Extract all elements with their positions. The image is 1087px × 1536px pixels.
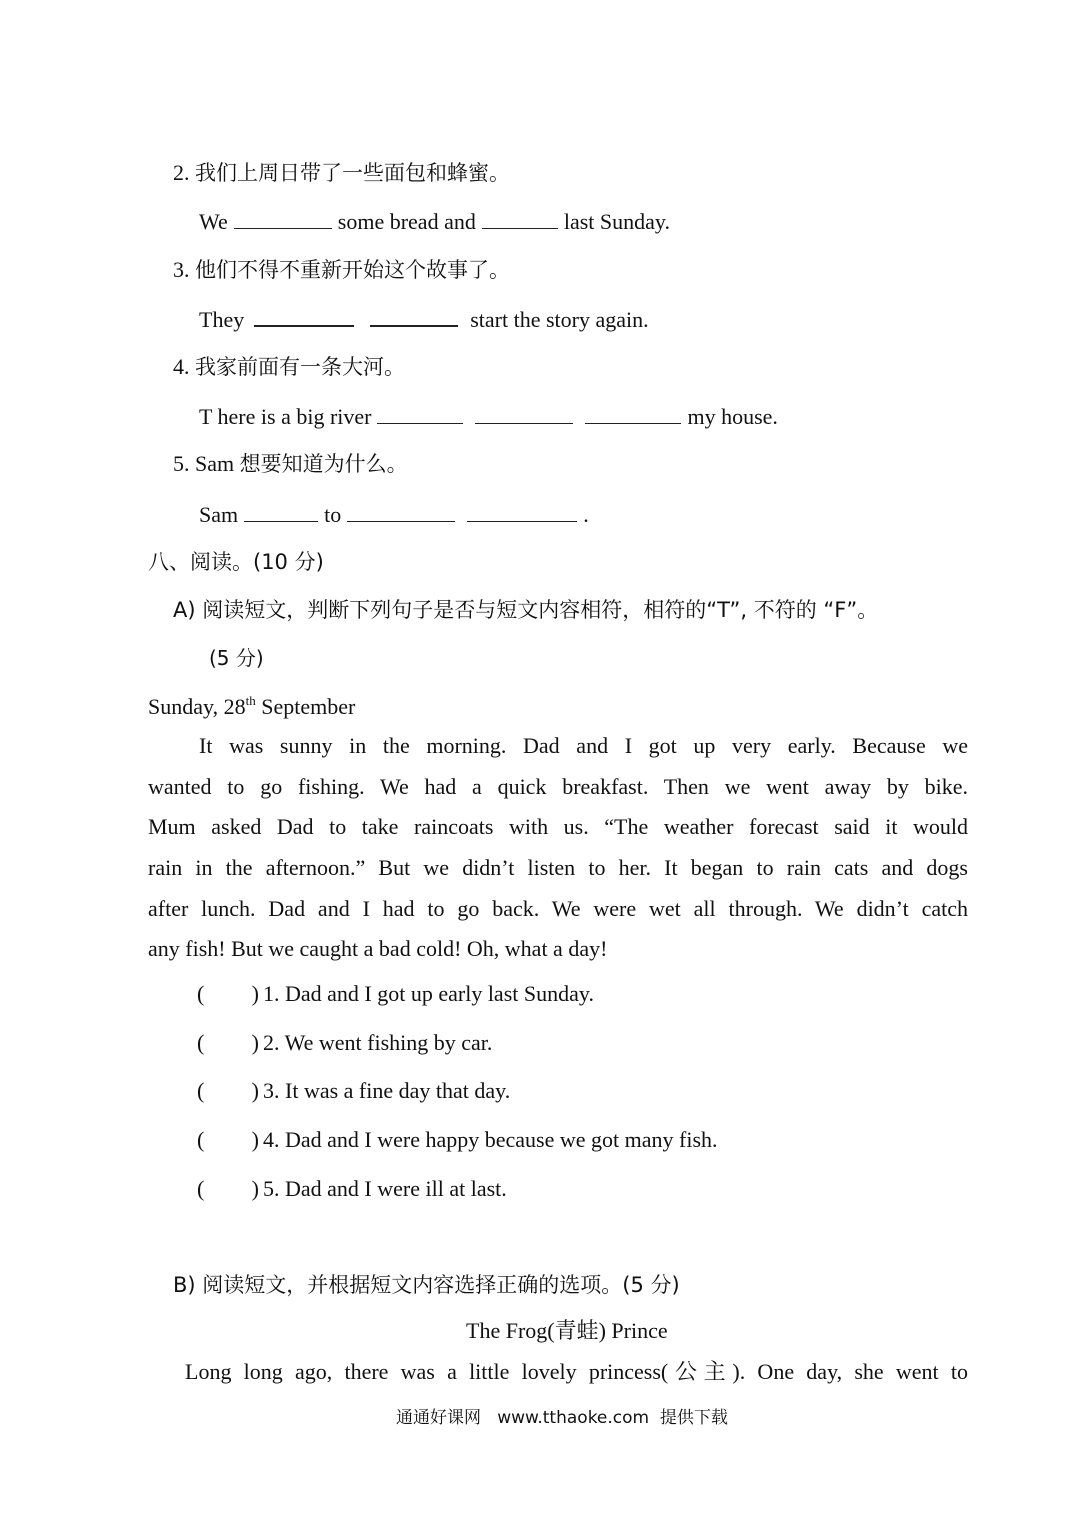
chinese-sentence: 我们上周日带了一些面包和蜂蜜。: [195, 161, 510, 185]
statement-item: ( ) 5. Dad and I were ill at last.: [197, 1176, 507, 1201]
question-2-prompt: [173, 162, 510, 184]
answer-blank[interactable]: [370, 324, 458, 327]
answer-paren[interactable]: ( ): [197, 1176, 259, 1201]
passage-line: wanted to go fishing. We had a quick breakfast. Then we went away by bike.: [148, 774, 968, 799]
passage-line: Mum asked Dad to take raincoats with us. “The weather forecast said it would: [148, 814, 968, 839]
statement-item: ( ) 4. Dad and I were happy because we got many fish.: [197, 1127, 718, 1152]
question-3-prompt: [173, 259, 510, 281]
statement-item: ( ) 3. It was a fine day that day.: [197, 1078, 511, 1103]
chinese-sentence: 他们不得不重新开始这个故事了。: [195, 258, 510, 282]
question-number: 2.: [173, 160, 190, 185]
page-footer: 通通好课网 www.tthaoke.com 提供下载: [396, 1408, 728, 1428]
answer-blank[interactable]: [254, 324, 354, 327]
passage-line: any fish! But we caught a bad cold! Oh, what a day!: [148, 936, 608, 961]
question-4-answer: T here is a big river my house.: [199, 404, 778, 429]
answer-blank[interactable]: [347, 520, 455, 522]
question-5-answer: Sam to .: [199, 502, 589, 527]
question-5-prompt: [173, 453, 408, 475]
answer-paren[interactable]: ( ): [197, 1078, 259, 1103]
story-title: The Frog(青蛙) Prince: [466, 1318, 668, 1343]
passage-date: Sunday, 28th September: [148, 693, 356, 719]
question-number: 4.: [173, 354, 190, 379]
passage-line: after lunch. Dad and I had to go back. We were wet all through. We didn’t catch: [148, 896, 968, 921]
part-a-points: (5 分): [209, 646, 264, 670]
statement-item: ( ) 2. We went fishing by car.: [197, 1030, 493, 1055]
question-number: 5. Sam: [173, 451, 235, 476]
chinese-sentence: 想要知道为什么。: [239, 452, 408, 476]
answer-paren[interactable]: ( ): [197, 1030, 259, 1055]
answer-paren[interactable]: ( ): [197, 981, 259, 1006]
statement-item: ( ) 1. Dad and I got up early last Sunday.: [197, 981, 594, 1006]
part-a-instruction: A) 阅读短文，判断下列句子是否与短文内容相符，相符的“T”, 不符的 “F”。: [173, 598, 879, 622]
question-2-answer: We some bread and last Sunday.: [199, 209, 670, 234]
answer-blank[interactable]: [244, 520, 318, 522]
question-3-answer: They start the story again.: [199, 307, 649, 332]
passage-line: rain in the afternoon.” But we didn’t listen to her. It began to rain cats and dogs: [148, 855, 968, 880]
answer-paren[interactable]: ( ): [197, 1127, 259, 1152]
question-number: 3.: [173, 257, 190, 282]
answer-blank[interactable]: [234, 227, 332, 229]
section-title: 八、阅读。(10 分): [148, 550, 324, 574]
story-first-line: Long long ago, there was a little lovely princess(公主). One day, she went to: [185, 1359, 968, 1384]
answer-blank[interactable]: [377, 422, 463, 424]
answer-blank[interactable]: [475, 422, 573, 424]
question-4-prompt: [173, 356, 405, 378]
answer-blank[interactable]: [467, 520, 577, 522]
answer-blank[interactable]: [585, 422, 681, 424]
chinese-sentence: 我家前面有一条大河。: [195, 355, 405, 379]
part-b-instruction: B) 阅读短文，并根据短文内容选择正确的选项。(5 分): [173, 1273, 680, 1297]
answer-blank[interactable]: [482, 227, 558, 229]
passage-line: It was sunny in the morning. Dad and I got up very early. Because we: [199, 733, 968, 758]
